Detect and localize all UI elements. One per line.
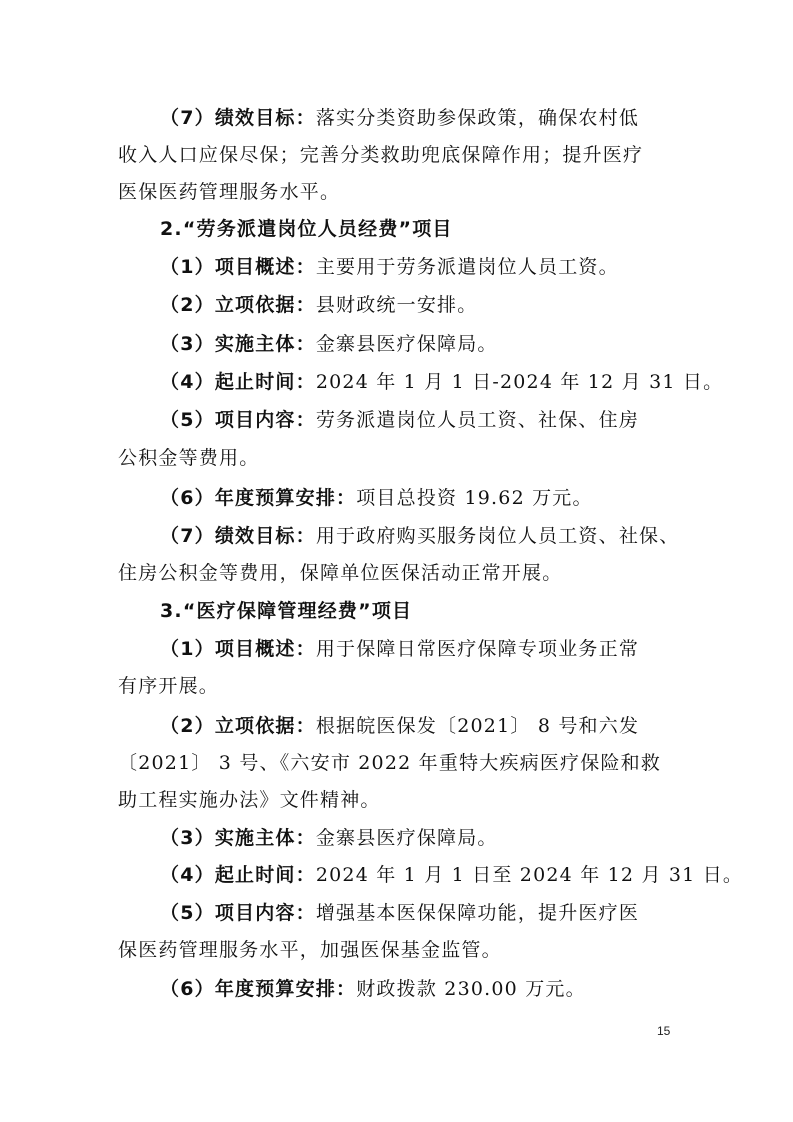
item-text: 落实分类资助参保政策，确保农村低 (315, 107, 640, 129)
item-label: （4）起止时间： (160, 864, 316, 886)
item-text: 项目总投资 19.62 万元。 (356, 487, 593, 509)
paragraph-performance-goal-1 (160, 105, 720, 131)
item-text: 县财政统一安排。 (315, 294, 478, 316)
item-label: （6）年度预算安排： (160, 487, 357, 509)
item-text: 用于保障日常医疗保障专项业务正常 (315, 638, 640, 660)
paragraph-line: 〔2021〕 3 号、《六安市 2022 年重特大疾病医疗保险和救 (118, 752, 662, 774)
paragraph-line: 助工程实施办法》文件精神。 (118, 789, 381, 811)
page-number: 15 (657, 1024, 671, 1038)
paragraph-content-2 (160, 407, 720, 433)
paragraph-overview-3 (160, 636, 720, 662)
item-label: （3）实施主体： (160, 827, 316, 849)
paragraph-line: 医保医药管理服务水平。 (118, 181, 341, 203)
item-label: （3）实施主体： (160, 333, 316, 355)
item-label: （5）项目内容： (160, 902, 316, 924)
item-text: 增强基本医保保障功能，提升医疗医 (315, 902, 640, 924)
item-text: 用于政府购买服务岗位人员工资、社保、 (315, 525, 680, 547)
paragraph-period-2 (160, 369, 724, 395)
paragraph-budget-2 (160, 485, 720, 511)
paragraph-line: 有序开展。 (118, 675, 220, 697)
paragraph-basis-2 (160, 292, 720, 318)
paragraph-entity-3 (160, 825, 720, 851)
paragraph-performance-goal-2 (160, 523, 720, 549)
item-label: （5）项目内容： (160, 409, 316, 431)
item-text: 金寨县医疗保障局。 (315, 827, 498, 849)
paragraph-entity-2 (160, 331, 720, 357)
paragraph-content-3 (160, 900, 720, 926)
item-label: （7）绩效目标： (160, 525, 316, 547)
paragraph-period-3 (160, 862, 744, 888)
item-label: （6）年度预算安排： (160, 978, 357, 1000)
paragraph-line: 收入人口应保尽保；完善分类救助兜底保障作用；提升医疗 (118, 144, 644, 166)
item-label: （2）立项依据： (160, 715, 316, 737)
item-label: （1）项目概述： (160, 256, 316, 278)
item-text: 金寨县医疗保障局。 (315, 333, 498, 355)
paragraph-line: 住房公积金等费用，保障单位医保活动正常开展。 (118, 562, 563, 584)
paragraph-overview-2 (160, 254, 720, 280)
item-text: 主要用于劳务派遣岗位人员工资。 (315, 256, 619, 278)
item-label: （7）绩效目标： (160, 107, 316, 129)
item-text: 根据皖医保发〔2021〕 8 号和六发 (315, 715, 640, 737)
paragraph-line: 公积金等费用。 (118, 447, 260, 469)
item-text: 劳务派遣岗位人员工资、社保、住房 (315, 409, 640, 431)
item-text: 2024 年 1 月 1 日-2024 年 12 月 31 日。 (315, 371, 724, 393)
item-label: （2）立项依据： (160, 294, 316, 316)
section-heading-2: 2.“劳务派遣岗位人员经费”项目 (160, 218, 453, 240)
item-label: （1）项目概述： (160, 638, 316, 660)
paragraph-budget-3 (160, 976, 720, 1002)
item-text: 2024 年 1 月 1 日至 2024 年 12 月 31 日。 (315, 864, 744, 886)
paragraph-basis-3 (160, 713, 720, 739)
paragraph-line: 保医药管理服务水平，加强医保基金监管。 (118, 939, 502, 961)
item-text: 财政拨款 230.00 万元。 (356, 978, 586, 1000)
section-heading-3: 3.“医疗保障管理经费”项目 (160, 600, 413, 622)
item-label: （4）起止时间： (160, 371, 316, 393)
